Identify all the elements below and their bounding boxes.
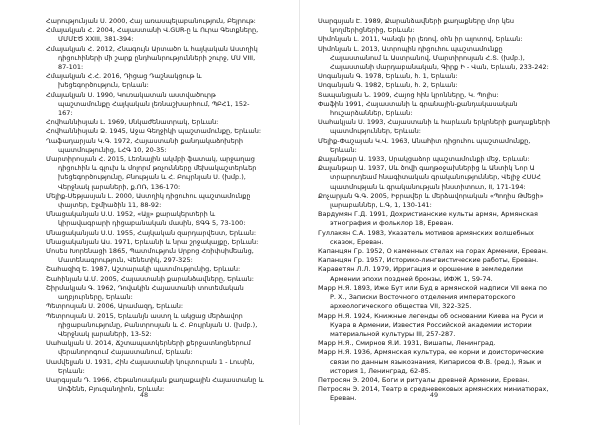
bibliography-entry: Սահակյան Ս. 1993, Հայաստանի և հարևան երկրների քաղաքների պատմություններ, Երևան: [318, 118, 550, 136]
bibliography-entry: Քոչարյան Գ.Գ. 2005, Իբրավեր և մերձավորական «Պողիս Թմեցի» լարաբաններ, Լ.Գ, 1, 130-141: [318, 191, 544, 210]
bibliography-entry: Марр Н.Я. 1936, Армянская культура, ее корни и доисторические связи по данным языкознания, Кипарисов Ф.В. (ред.), Язык и история 1, Ленинград, 62-85. [318, 348, 544, 375]
bibliography-entry: Մելիք-Սեթյասյան Լ. 2000, Աստղիկ դիցուհու պաշտամունքը փայտեր, Էջմիածին 11, 88-92: [46, 191, 251, 210]
bibliography-entry: Պետրոսյան Ս. 2015, Երևանյն աստղ և ակցաց մերձավոր դիցաբանությունը, Բանտրոսյան և Հ. Բույրնյան Ս. (խմբ.), Վերջնակ լարաների, 13-52: [46, 311, 258, 338]
bibliography-entry: Սարգսյան Դ. 1966, Հեթանոսական քաղաքային Հայաստանը և Սոֆենե, Բյուզանդիոն, Երևան: [46, 375, 264, 394]
bibliography-entry: Ղաֆադարյան Կ.Գ. 1972, Հայաստանի քանդակաձոխերի պատմությունից, ԼՀԳ 10, 20-35: [46, 136, 244, 154]
bibliography-entry: Մելիք-Փաշայան Կ.Վ. 1963, Անահիտ դիցուհու պաշտամունքը, Երևան: [318, 136, 531, 154]
bibliography-list [318, 17, 550, 404]
bibliography-entry: Марр Н.Я. 1893, Иже Бут или Буд в армянской надписи VII века по Р. Х., Записки Восточного отделения императорского археологического общества VII, 322-325. [318, 283, 547, 311]
bibliography-entry: Гуллакян С.А. 1983, Указатель мотивов армянских волшебных сказок, Ереван. [318, 228, 534, 246]
bibliography-entry: Պետրոսյան Ս. 2006, Արամազդ, Երևան: [46, 302, 184, 311]
bibliography-entry: Սիմոնյան Լ. 2011, Կանգն իր լեռով, ohն իր ալոտով, Երևան: [318, 35, 523, 44]
bibliography-entry: Քալանթար Ա. 1937, Սև ծովի գաղթօջախներից և Անտիկ Նոր Ա տրարուդեամ հնագիտական գրականություններ, Վելիջ ՀՍՍՀ պատմության և գրականության ինստիտուտ, II, 171-194: [318, 164, 541, 191]
bibliography-entry: Петросян Э. 2014, Театр в средневековых армянских миниатюрах, Ереван. [318, 385, 549, 403]
right-page [300, 0, 600, 425]
bibliography-entry: Սահակյան Ս. 2014, Ճշտապատկերների քերջատնոցներում վերանորոգում Հայաստանում, Երևան: [46, 339, 251, 357]
bibliography-entry: Марр Н.Я. 1924, Книжные легенды об основании Киева на Руси и Куара в Армении, Известия Российской академии истории материальной культуры III, 257-287. [318, 311, 544, 338]
bibliography-entry: Капанцян Гр. 1952, О каменных стелах на горах Армении, Ереван. [318, 247, 548, 256]
bibliography-entry: Հմայակյան Հ. 2012, Հնագույն Արտածո և հայկական Աստղիկ դիցուհիների մի շարք ընդհանրությունների շուրջ, ՄՍ VIII, 87-101: [46, 44, 258, 72]
bibliography-entry: Մնացականյան Աս. 1971, Երևանի և նրա շրջակայքը, Երևան: [46, 237, 259, 246]
bibliography-entry: Սամվելյան Ս. 1931, Հին Հայաստանի կուլտուրան 1 - Լուսին, Երևան: [46, 357, 255, 375]
bibliography-entry: Սոգանյան Գ. 1982, Երևան, հ. 2, Երևան: [318, 81, 458, 90]
bibliography-entry: Շահազիզ Ե. 1987, Աշտարակի պատմությունից, Երևան: [46, 265, 241, 274]
bibliography-entry: Տապանցյան Ն. 1909, Հայոց հին կրոնները, Կ. Պոլիս: [318, 90, 499, 99]
bibliography-entry: Караветян Л.Л. 1979, Ирригация и орошение в земледелии Армении эпохи поздней бронзы, ИФЖ 1, 59-74. [318, 265, 523, 283]
bibliography-entry: Հովհաննիսյան Լ. 1969, Սնկաժենատրակ, Երևան: [46, 118, 219, 127]
bibliography-entry: Հմայակյան Հ.Հ. 2016, Դիցաց Դաշնակցութ և խեցեգործություն, Երևան: [46, 72, 202, 90]
page-number: 48 [139, 391, 149, 399]
bibliography-entry: Փաֆին 1991, Հայաստանի և գրանային-քանդակասական հուշարձաններ, Երևան: [318, 99, 518, 118]
bibliography-entry: Մոսես Խորենացի 1865, Պատմություն Սրբոց Հռիփսիմեանց, Մատենագրություն, Վենետիկ, 297-325: [46, 247, 254, 265]
bibliography-entry: Петросян Э. 2004, Боги и ритуалы древней Армении, Ереван. [318, 375, 530, 384]
bibliography-entry: Սարգսյան Է. 1989, Քարանձավների քաղաքները մոր կես կողմերիցներից, Երևան: [318, 17, 515, 35]
bibliography-entry: Вардумян Г.Д. 1991, Дохристианские культы армян, Армянская этнография и фольклор 18, Ереван. [318, 210, 538, 228]
bibliography-entry: Марр Н.Я., Смирнов Я.И. 1931, Вишапы, Ленинград. [318, 339, 496, 348]
bibliography-entry: Մարտիրոսյան Հ. 2015, Լեռնային ակմբի ֆատակ, արջաղաց դիցուհին և գլուխ և մոլորմ թռչունները մեխակաշտերևեր խեցեգործությունը, Բնության և Հ. Բույրնյան Ս. (խմբ.), Վերջնակ լարաների, ք.ՈՌ, 136-170: [46, 155, 257, 191]
bibliography-entry: Շահինյան Ա.Մ. 2005, Հայաստանի քարանձավները, Երևան: [46, 274, 254, 283]
page-number: 49 [429, 391, 439, 399]
bibliography-entry: Капанцян Гр. 1957, Историко-лингвистические работы, Ереван. [318, 256, 539, 265]
bibliography-entry: Հովհաննիսյան Ձ. 1945, Աջա Գեղջիկի պաշտամունքը, Երևան: [46, 127, 262, 136]
bibliography-entry: Շիրմակյան Գ. 1962, Դովակին Հայաստանի տոտեմական աղբյուրները, Երևան: [46, 283, 244, 302]
bibliography-entry: Սոգանյան Գ. 1978, Երևան, հ. 1, Երևան: [318, 72, 458, 81]
bibliography-entry: Մնացականյան Ս.Ս. 1955, Հայկական զարդարվեստ, Երևան: [46, 228, 257, 237]
bibliography-entry: Սիմոնյան Լ. 2013, Ատրոպին դիցուհու պաշտամունքը Հայաստանում և Աստրանով, Մարտիրոսյան Հ.Տ. (խմբ.), Հայաստանի մարդաբանական, Գիրք Ի - Վան, Երևան, 233-242: [318, 44, 549, 72]
bibliography-entry: Քալանթար Ա. 1933, Սրակցաձոր պաշտամունքի մեջ, Երևան: [318, 155, 530, 164]
bibliography-entry: Մնացականյան Ս.Ս. 1952, «Այլ» քարակերտերի և կիրավագրարի դիցաբանական մասին, ՏԳԳ 5, 73-100: [46, 210, 246, 228]
bibliography-entry: Հմայակյան Ս. 1990, Կուռակատան աստվածուրթ պաշտամունքը Հայկական լեռնաշխարհում, ՊԲՀ1, 152-167: [46, 90, 250, 118]
bibliography-entry: Հարությունյան Ս. 2000, Հայ առասպելաբանություն, Բեյրութ: [46, 17, 256, 25]
bibliography-entry: Հմայակյան Հ. 2004, Հայաստանի Վ.GUR-ը և Ուրա Գետքները, ՄՄՄԷԾ XXIII, 381-394: [46, 26, 259, 44]
bibliography-list [46, 17, 264, 394]
